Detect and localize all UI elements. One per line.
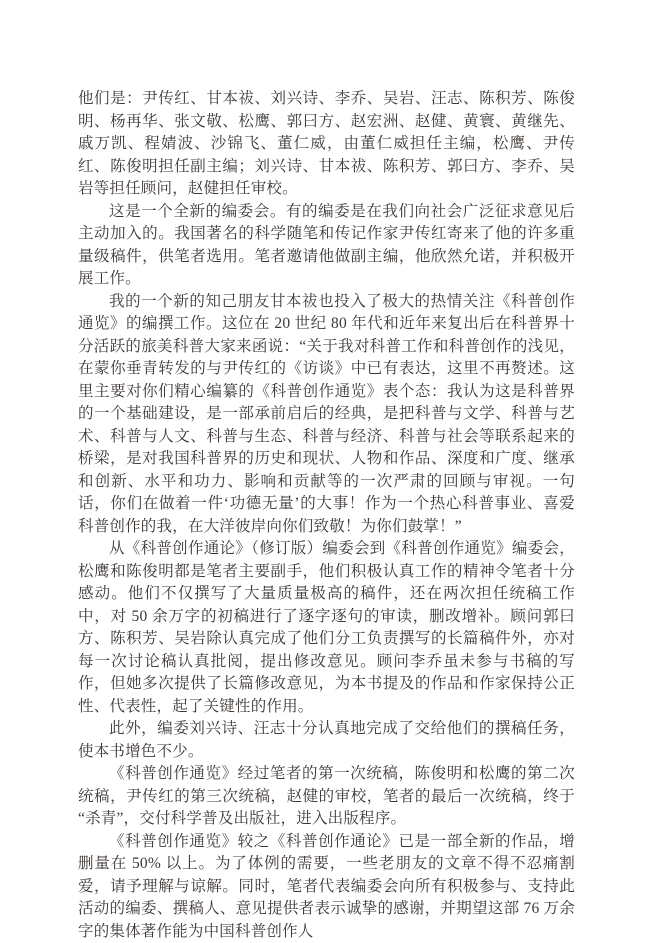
- paragraph-deputy-editors-and-advisors: 从《科普创作通论》（修订版）编委会到《科普创作通览》编委会，松鹰和陈俊明都是笔者主要副手，他们积极认真工作的精神令笔者十分感动。他们不仅撰写了大量质量极高的稿件，还在两次担任统稿工作中，对 50 余万字的初稿进行了逐字逐句的审读，删改增补。顾问郭曰方、陈积芳、吴岩除认真完成了他们分工负责撰写的长篇稿件外，亦对每一次讨论稿认真批阅，提出修改意见。顾问李乔虽未参与书稿的写作，但她多次提供了长篇修改意见，为本书提及的作品和作家保持公正性、代表性，起了关键性的作用。: [78, 538, 575, 718]
- paragraph-editorial-board-names: 他们是：尹传红、甘本祓、刘兴诗、李乔、吴岩、汪志、陈积芳、陈俊明、杨再华、张文敬、松鹰、郭曰方、赵宏洲、赵健、黄寰、黄继先、戚万凯、程婧波、沙锦飞、董仁威，由董仁威担任主编，松鹰、尹传红、陈俊明担任副主编；刘兴诗、甘本祓、陈积芳、郭曰方、李乔、吴岩等担任顾问，赵健担任审校。: [78, 88, 575, 201]
- paragraph-final-editing-process: 《科普创作通览》经过笔者的第一次统稿，陈俊明和松鹰的第二次统稿，尹传红的第三次统稿，赵健的审校，笔者的最后一次统稿，终于“杀青”，交付科学普及出版社，进入出版程序。: [78, 763, 575, 831]
- paragraph-thanks-and-outlook: 《科普创作通览》较之《科普创作通论》已是一部全新的作品，增删量在 50% 以上。为了体例的需要，一些老朋友的文章不得不忍痛割爱，请予理解与谅解。同时，笔者代表编委会向所有积极参与、支持此活动的编委、撰稿人、意见提供者表示诚挚的感谢，并期望这部 76 万余字的集体著作能为中国科普创作人: [78, 831, 575, 943]
- text-block: [78, 88, 575, 943]
- paragraph-committee-contributions: 此外，编委刘兴诗、汪志十分认真地完成了交给他们的撰稿任务，使本书增色不少。: [78, 718, 575, 763]
- paragraph-gan-benfu-letter: 我的一个新的知己朋友甘本祓也投入了极大的热情关注《科普创作通览》的编撰工作。这位在 20 世纪 80 年代和近年来复出后在科普界十分活跃的旅美科普大家来函说：“关于我对科普工作和科普创作的浅见，在蒙你垂青转发的与尹传红的《访谈》中已有表达，这里不再赘述。这里主要对你们精心编纂的《科普创作通览》表个态：我认为这是科普界的一个基础建设，是一部承前启后的经典，是把科普与文学、科普与艺术、科普与人文、科普与生态、科普与经济、科普与社会等联系起来的桥梁，是对我国科普界的历史和现状、人物和作品、深度和广度、继承和创新、水平和功力、影响和贡献等的一次严肃的回顾与审视。一句话，你们在做着一件‘功德无量’的大事！作为一个热心科普事业、喜爱科普创作的我，在大洋彼岸向你们致敬！为你们鼓掌！”: [78, 291, 575, 539]
- paragraph-new-committee: 这是一个全新的编委会。有的编委是在我们向社会广泛征求意见后主动加入的。我国著名的科学随笔和传记作家尹传红寄来了他的许多重量级稿件，供笔者选用。笔者邀请他做副主编，他欣然允诺，并积极开展工作。: [78, 201, 575, 291]
